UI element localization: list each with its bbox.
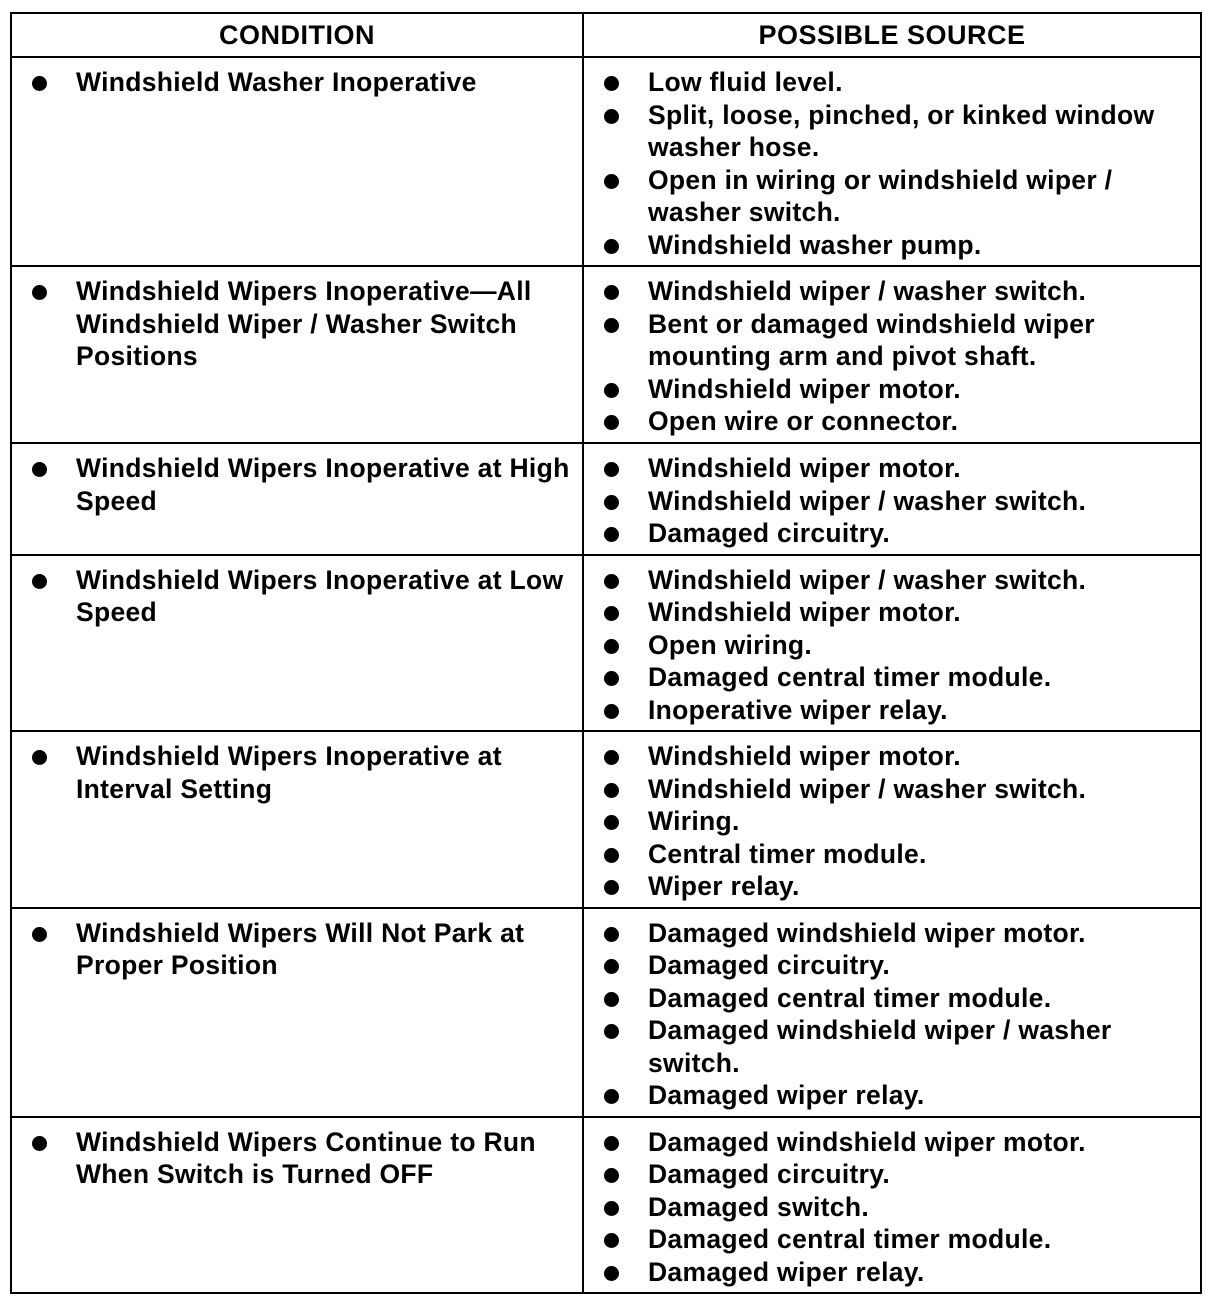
source-item [596,870,1192,903]
source-item [596,564,1192,597]
bullet-icon [604,704,619,719]
bullet-icon [604,383,619,398]
bullet-icon [604,1266,619,1281]
bullet-icon [604,1024,619,1039]
source-text: Windshield wiper motor. [648,373,961,404]
source-item [596,1158,1192,1191]
bullet-icon [604,76,619,91]
source-item [596,629,1192,662]
bullet-icon [604,174,619,189]
bullet-icon [604,574,619,589]
bullet-icon [604,415,619,430]
source-text: Open in wiring or windshield wiper / washer switch. [648,164,1113,227]
source-item [596,164,1192,229]
source-list [596,66,1192,261]
source-text: Windshield wiper / washer switch. [648,276,1087,306]
source-text: Windshield wiper motor. [648,597,961,627]
source-item [596,949,1192,982]
bullet-icon [32,927,47,942]
condition-cell [11,443,583,555]
source-item [596,229,1192,262]
bullet-icon [604,1168,619,1183]
condition-text: Windshield Wipers Will Not Park at Proper Position [76,917,525,980]
condition-text: Windshield Wipers Inoperative—All Windshield Wiper / Washer Switch Positions [76,276,532,371]
bullet-icon [32,76,47,91]
source-text: Windshield wiper motor. [648,453,961,483]
bullet-icon [604,848,619,863]
source-text: Damaged switch. [648,1191,869,1222]
bullet-icon [604,527,619,542]
source-text: Damaged circuitry. [648,950,891,980]
source-item [596,1126,1192,1159]
source-text: Damaged wiper relay. [648,1080,925,1110]
bullet-icon [604,606,619,621]
source-item [596,373,1192,406]
condition-cell [11,266,583,443]
table-header-row [11,13,1201,57]
source-item [596,1223,1192,1256]
bullet-icon [604,1233,619,1248]
table-row [11,266,1201,443]
source-item [596,917,1192,950]
table-row [11,1117,1201,1294]
bullet-icon [604,927,619,942]
condition-list [24,452,574,517]
source-text: Windshield wiper / washer switch. [648,773,1087,804]
table-row [11,908,1201,1117]
source-list [596,1126,1192,1289]
source-text: Wiper relay. [648,871,800,901]
bullet-icon [604,1089,619,1104]
bullet-icon [604,109,619,124]
bullet-icon [604,285,619,300]
source-cell [583,908,1201,1117]
source-list [596,917,1192,1112]
source-item [596,1014,1192,1079]
source-item [596,838,1192,871]
source-text: Inoperative wiper relay. [648,694,948,725]
condition-item [24,1126,574,1191]
bullet-icon [604,239,619,254]
condition-cell [11,908,583,1117]
source-text: Open wiring. [648,629,813,660]
bullet-icon [604,318,619,333]
source-item [596,1079,1192,1112]
source-list [596,564,1192,727]
table-body [11,57,1201,1293]
source-text: Damaged central timer module. [648,982,1052,1013]
source-text: Damaged windshield wiper motor. [648,917,1086,948]
condition-item [24,917,574,982]
source-cell [583,443,1201,555]
condition-list [24,1126,574,1191]
bullet-icon [604,462,619,477]
source-item [596,485,1192,518]
condition-list [24,275,574,373]
source-text: Damaged windshield wiper / washer switch. [648,1015,1112,1078]
source-cell [583,731,1201,908]
bullet-icon [604,880,619,895]
source-text: Bent or damaged windshield wiper mounting arm and pivot shaft. [648,308,1095,371]
bullet-icon [604,750,619,765]
condition-item [24,275,574,373]
bullet-icon [604,815,619,830]
source-text: Windshield wiper motor. [648,741,961,771]
bullet-icon [604,992,619,1007]
condition-text: Windshield Wipers Inoperative at High Speed [76,453,570,516]
condition-list [24,917,574,982]
source-item [596,661,1192,694]
source-text: Wiring. [648,806,740,836]
bullet-icon [32,574,47,589]
source-text: Windshield washer pump. [648,229,982,260]
condition-item [24,66,574,99]
source-list [596,452,1192,550]
bullet-icon [604,959,619,974]
bullet-icon [32,1136,47,1151]
condition-cell [11,1117,583,1294]
source-item [596,66,1192,99]
condition-text: Windshield Wipers Inoperative at Low Speed [76,564,564,627]
source-text: Damaged windshield wiper motor. [648,1126,1086,1157]
condition-item [24,564,574,629]
condition-list [24,740,574,805]
document-page [10,12,1200,1294]
source-item [596,740,1192,773]
source-text: Damaged circuitry. [648,518,891,548]
source-item [596,805,1192,838]
condition-text: Windshield Wipers Inoperative at Interval Setting [76,741,502,804]
bullet-icon [604,1201,619,1216]
condition-column-header: CONDITION [11,13,583,57]
source-cell [583,266,1201,443]
diagnosis-table [10,12,1202,1294]
condition-list [24,66,574,99]
source-item [596,1256,1192,1289]
source-item [596,308,1192,373]
source-text: Central timer module. [648,838,927,869]
bullet-icon [604,783,619,798]
table-row [11,57,1201,266]
source-cell [583,57,1201,266]
condition-item [24,740,574,805]
condition-cell [11,731,583,908]
source-item [596,596,1192,629]
condition-list [24,564,574,629]
condition-item [24,452,574,517]
source-item [596,517,1192,550]
source-item [596,773,1192,806]
condition-text: Windshield Washer Inoperative [76,67,477,97]
condition-cell [11,555,583,732]
source-item [596,452,1192,485]
bullet-icon [32,285,47,300]
source-text: Windshield wiper / washer switch. [648,485,1087,516]
source-list [596,740,1192,903]
source-item [596,405,1192,438]
source-text: Split, loose, pinched, or kinked window washer hose. [648,99,1155,162]
source-list [596,275,1192,438]
source-cell [583,1117,1201,1294]
source-item [596,275,1192,308]
source-text: Windshield wiper / washer switch. [648,564,1087,595]
source-text: Damaged central timer module. [648,662,1052,692]
source-column-header: POSSIBLE SOURCE [583,13,1201,57]
source-item [596,1191,1192,1224]
source-text: Damaged central timer module. [648,1224,1052,1254]
source-text: Damaged circuitry. [648,1159,891,1189]
source-cell [583,555,1201,732]
condition-text: Windshield Wipers Continue to Run When Switch is Turned OFF [76,1126,536,1189]
table-row [11,555,1201,732]
source-text: Low fluid level. [648,67,843,97]
bullet-icon [604,639,619,654]
table-row [11,443,1201,555]
source-text: Damaged wiper relay. [648,1256,925,1287]
source-text: Open wire or connector. [648,406,959,436]
source-item [596,982,1192,1015]
source-item [596,694,1192,727]
table-row [11,731,1201,908]
bullet-icon [604,1136,619,1151]
bullet-icon [604,671,619,686]
bullet-icon [604,495,619,510]
bullet-icon [32,462,47,477]
bullet-icon [32,750,47,765]
source-item [596,99,1192,164]
condition-cell [11,57,583,266]
